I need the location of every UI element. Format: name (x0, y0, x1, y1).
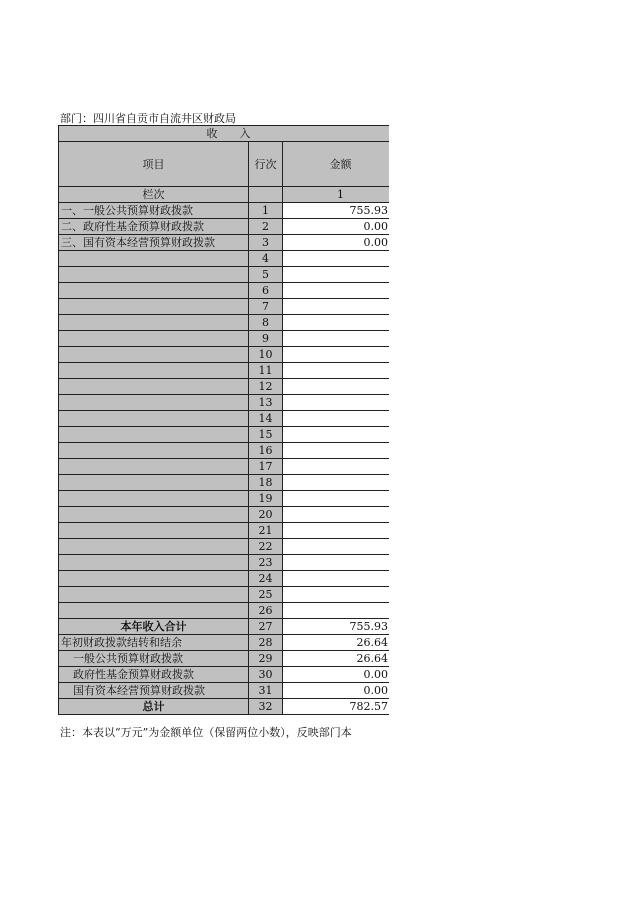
table-row (59, 299, 390, 315)
carryover-amount: 26.64 (283, 635, 390, 651)
section-header-row (59, 126, 390, 142)
table-row (59, 491, 390, 507)
row-item: 一、一般公共预算财政拨款 (59, 203, 249, 219)
row-number: 5 (249, 267, 283, 283)
row-item (59, 427, 249, 443)
row-number: 6 (249, 283, 283, 299)
carryover-row (59, 635, 390, 651)
finance-table-container (58, 125, 389, 715)
row-item (59, 379, 249, 395)
subtotal-row (59, 619, 390, 635)
row-amount (283, 523, 390, 539)
row-number: 4 (249, 251, 283, 267)
total-row (59, 699, 390, 715)
row-amount (283, 315, 390, 331)
row-amount (283, 603, 390, 619)
row-number: 24 (249, 571, 283, 587)
row-amount: 0.00 (283, 219, 390, 235)
table-row (59, 283, 390, 299)
total-label: 总计 (59, 699, 249, 715)
table-row (59, 603, 390, 619)
row-number: 2 (249, 219, 283, 235)
carryover-row (59, 667, 390, 683)
department-label: 部门：四川省自贡市自流井区财政局 (60, 112, 236, 125)
row-item (59, 347, 249, 363)
table-row (59, 251, 390, 267)
table-row (59, 347, 390, 363)
row-number: 19 (249, 491, 283, 507)
carryover-item: 国有资本经营预算财政拨款 (59, 683, 249, 699)
carryover-number: 28 (249, 635, 283, 651)
row-number: 9 (249, 331, 283, 347)
subtotal-label: 本年收入合计 (59, 619, 249, 635)
row-item (59, 267, 249, 283)
row-number: 8 (249, 315, 283, 331)
column-index-label: 栏次 (59, 187, 249, 203)
table-row (59, 555, 390, 571)
row-number: 21 (249, 523, 283, 539)
row-item (59, 299, 249, 315)
row-number: 22 (249, 539, 283, 555)
row-amount (283, 539, 390, 555)
row-item (59, 475, 249, 491)
subtotal-amount: 755.93 (283, 619, 390, 635)
carryover-item: 一般公共预算财政拨款 (59, 651, 249, 667)
table-row (59, 219, 390, 235)
subtotal-number: 27 (249, 619, 283, 635)
carryover-amount: 0.00 (283, 667, 390, 683)
total-number: 32 (249, 699, 283, 715)
table-row (59, 507, 390, 523)
row-amount (283, 363, 390, 379)
row-item (59, 459, 249, 475)
carryover-row (59, 651, 390, 667)
column-header-item: 项目 (59, 142, 249, 187)
row-number: 7 (249, 299, 283, 315)
row-item (59, 587, 249, 603)
row-number: 16 (249, 443, 283, 459)
row-number: 1 (249, 203, 283, 219)
row-amount: 0.00 (283, 235, 390, 251)
row-number: 26 (249, 603, 283, 619)
row-amount (283, 283, 390, 299)
column-header-amount: 金额 (283, 142, 390, 187)
row-item (59, 443, 249, 459)
row-amount (283, 475, 390, 491)
row-number: 18 (249, 475, 283, 491)
column-index-row (59, 187, 390, 203)
row-amount (283, 459, 390, 475)
row-item (59, 251, 249, 267)
table-row (59, 267, 390, 283)
carryover-amount: 0.00 (283, 683, 390, 699)
row-amount (283, 251, 390, 267)
row-item (59, 539, 249, 555)
carryover-number: 29 (249, 651, 283, 667)
row-amount (283, 571, 390, 587)
row-item (59, 411, 249, 427)
table-row (59, 315, 390, 331)
row-amount (283, 347, 390, 363)
table-row (59, 331, 390, 347)
row-item (59, 523, 249, 539)
row-amount (283, 443, 390, 459)
finance-table (58, 125, 389, 715)
table-row (59, 379, 390, 395)
row-item (59, 331, 249, 347)
row-amount (283, 267, 390, 283)
row-amount: 755.93 (283, 203, 390, 219)
row-item (59, 363, 249, 379)
table-row (59, 427, 390, 443)
row-number: 15 (249, 427, 283, 443)
row-amount (283, 555, 390, 571)
column-header-row (59, 142, 390, 187)
section-header: 收 入 (59, 126, 390, 142)
row-amount (283, 587, 390, 603)
row-number: 10 (249, 347, 283, 363)
row-amount (283, 491, 390, 507)
carryover-number: 30 (249, 667, 283, 683)
row-amount (283, 427, 390, 443)
table-row (59, 411, 390, 427)
row-item (59, 555, 249, 571)
column-index-value: 1 (283, 187, 390, 203)
row-amount (283, 507, 390, 523)
row-amount (283, 395, 390, 411)
table-row (59, 443, 390, 459)
row-item (59, 283, 249, 299)
table-row (59, 523, 390, 539)
carryover-amount: 26.64 (283, 651, 390, 667)
row-item (59, 315, 249, 331)
row-number: 23 (249, 555, 283, 571)
total-amount: 782.57 (283, 699, 390, 715)
row-item: 二、政府性基金预算财政拨款 (59, 219, 249, 235)
row-number: 14 (249, 411, 283, 427)
row-item (59, 571, 249, 587)
column-header-row-number: 行次 (249, 142, 283, 187)
row-item: 三、国有资本经营预算财政拨款 (59, 235, 249, 251)
carryover-item: 政府性基金预算财政拨款 (59, 667, 249, 683)
table-row (59, 587, 390, 603)
table-row (59, 539, 390, 555)
row-amount (283, 411, 390, 427)
carryover-row (59, 683, 390, 699)
table-row (59, 203, 390, 219)
table-row (59, 395, 390, 411)
carryover-item: 年初财政拨款结转和结余 (59, 635, 249, 651)
table-row (59, 475, 390, 491)
table-row (59, 235, 390, 251)
row-item (59, 395, 249, 411)
table-row (59, 571, 390, 587)
row-amount (283, 379, 390, 395)
row-number: 25 (249, 587, 283, 603)
row-amount (283, 299, 390, 315)
row-number: 3 (249, 235, 283, 251)
row-item (59, 491, 249, 507)
table-row (59, 363, 390, 379)
table-row (59, 459, 390, 475)
row-number: 12 (249, 379, 283, 395)
row-number: 20 (249, 507, 283, 523)
row-number: 11 (249, 363, 283, 379)
row-item (59, 603, 249, 619)
table-footnote: 注：本表以“万元”为金额单位（保留两位小数），反映部门本 (60, 726, 352, 739)
row-number: 17 (249, 459, 283, 475)
column-index-spacer (249, 187, 283, 203)
row-amount (283, 331, 390, 347)
row-item (59, 507, 249, 523)
row-number: 13 (249, 395, 283, 411)
carryover-number: 31 (249, 683, 283, 699)
